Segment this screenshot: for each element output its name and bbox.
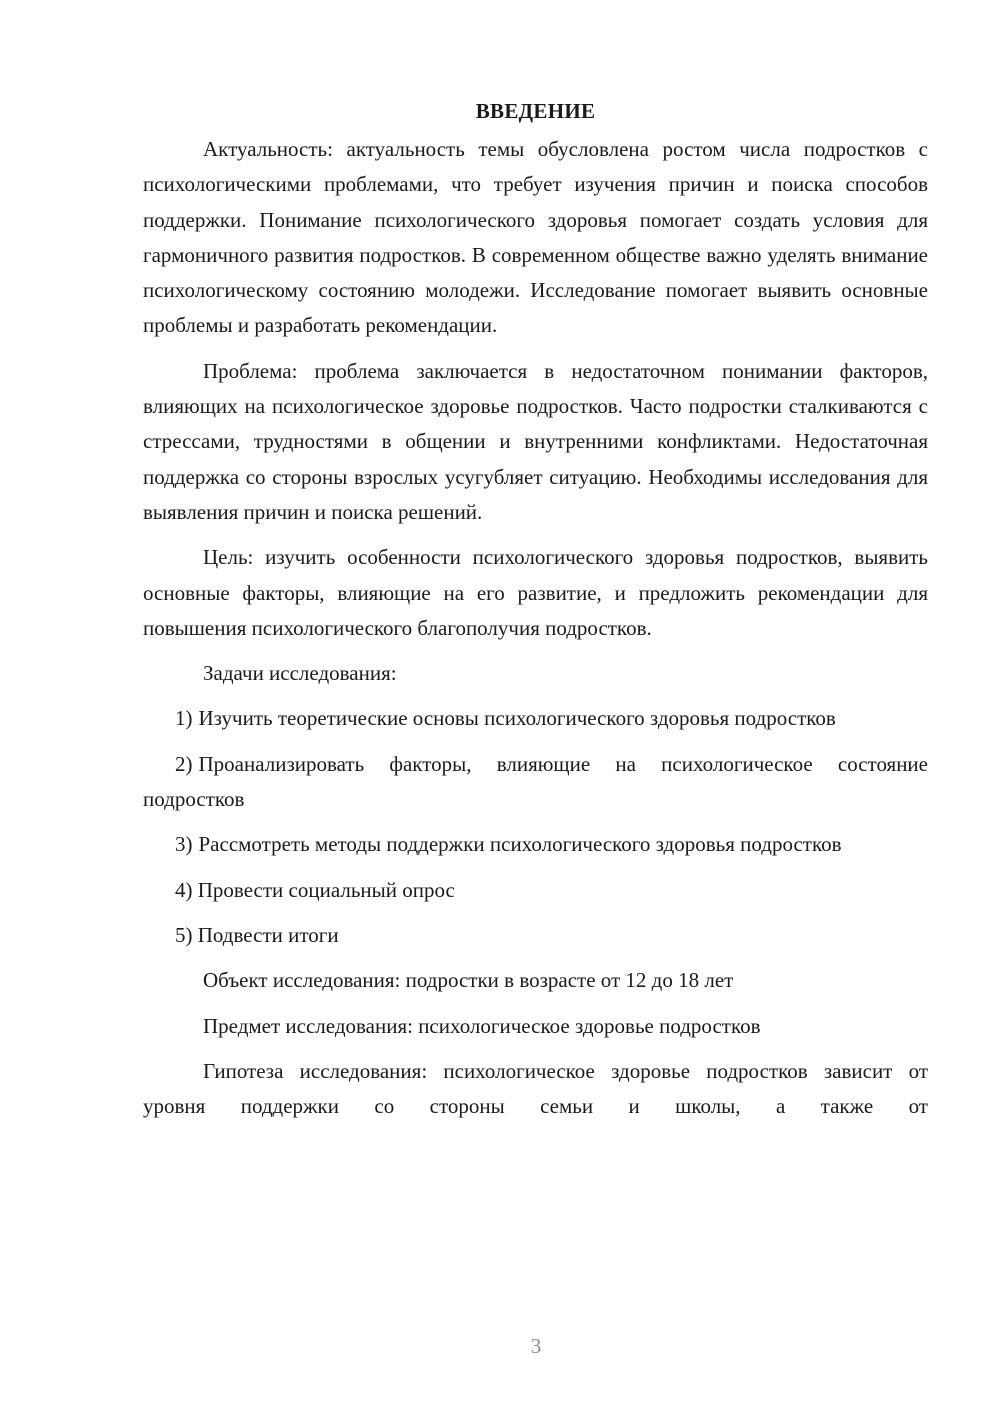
task-number: 2)	[175, 751, 193, 776]
task-item-3	[143, 827, 928, 862]
page-number: 3	[530, 1334, 542, 1358]
document-page	[143, 96, 928, 1134]
task-item-2	[143, 747, 928, 818]
task-number: 1)	[175, 706, 193, 731]
paragraph-goal: Цель: изучить особенности психологического здоровья подростков, выявить основные факторы, влияющие на его развитие, и предложить рекомендации для повышения психологического благополучия подростков.	[143, 545, 928, 640]
task-text: Проанализировать факторы, влияющие на психологическое состояние подростков	[143, 751, 928, 812]
task-number: 4)	[175, 877, 193, 902]
task-text: Подвести итоги	[197, 922, 339, 947]
research-hypothesis: Гипотеза исследования: психологическое здоровье подростков зависит от уровня поддержки со стороны семьи и школы, а также от	[143, 1058, 928, 1119]
tasks-heading: Задачи исследования:	[203, 661, 397, 686]
research-object: Объект исследования: подростки в возрасте от 12 до 18 лет	[203, 968, 734, 993]
task-text: Рассмотреть методы поддержки психологического здоровья подростков	[198, 832, 842, 857]
task-number: 5)	[175, 922, 193, 947]
task-item-4	[143, 873, 928, 908]
task-item-1	[143, 701, 928, 736]
task-item-5	[143, 918, 928, 953]
task-number: 3)	[175, 832, 193, 857]
task-text: Изучить теоретические основы психологического здоровья подростков	[198, 706, 836, 731]
task-text: Провести социальный опрос	[197, 877, 455, 902]
paragraph-relevance: Актуальность: актуальность темы обусловлена ростом числа подростков с психологическими проблемами, что требует изучения причин и поиска способов поддержки. Понимание психологического здоровья помогает создать условия для гармоничного развития подростков. В современном обществе важно уделять внимание психологическому состоянию молодежи. Исследование помогает выявить основные проблемы и разработать рекомендации.	[143, 137, 928, 338]
document-title: ВВЕДЕНИЕ	[475, 99, 596, 123]
research-subject: Предмет исследования: психологическое здоровье подростков	[203, 1013, 761, 1038]
paragraph-problem: Проблема: проблема заключается в недостаточном понимании факторов, влияющих на психологическое здоровье подростков. Часто подростки сталкиваются с стрессами, трудностями в общении и внутренними конфликтами. Недостаточная поддержка со стороны взрослых усугубляет ситуацию. Необходимы исследования для выявления причин и поиска решений.	[143, 358, 928, 524]
